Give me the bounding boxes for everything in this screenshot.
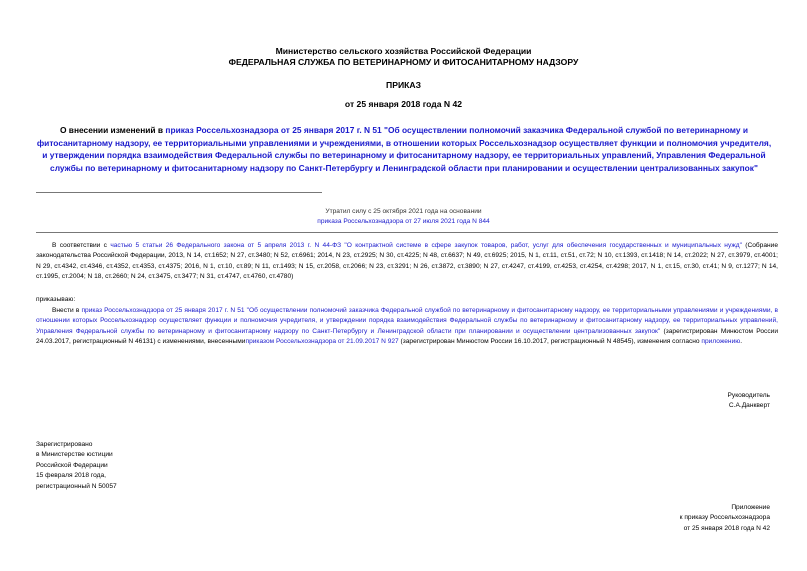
signature-role: Руководитель: [727, 392, 770, 399]
service-name: ФЕДЕРАЛЬНАЯ СЛУЖБА ПО ВЕТЕРИНАРНОМУ И ФИТОСАНИТАРНОМУ НАДЗОРУ: [228, 57, 579, 67]
appendix-link[interactable]: приложению: [701, 338, 741, 346]
status-line: Утратил силу с 25 октября 2021 года на основании: [325, 208, 482, 215]
law-link[interactable]: частью 5 статьи 26 Федерального закона от 5 апреля 2013 г. N 44-ФЗ "О контрактной системе в сфере закупок товаров, работ, услуг для обеспечения государственных и муниципальных нужд": [110, 242, 742, 249]
preamble-paragraph: [36, 241, 778, 283]
doc-date: от 25 января 2018 года N 42: [344, 99, 463, 109]
title-prefix: О внесении изменений в: [59, 125, 166, 135]
body-text-changes: (зарегистрирован Минюстом России 16.10.2017, регистрационный N 48545), изменения согласно: [398, 338, 702, 346]
amended-order-link[interactable]: приказ Россельхознадзора от 25 января 2017 г. N 51 "Об осуществлении полномочий заказчика Федеральной службой по ветеринарному и фитосанитарному надзору, ее территориальными управлениями и учреждениями, в отношении которых Россельхознадзор осуществляет функции и полномочия учредителя, и утверждении порядка взаимодействия Федеральной службы по ветеринарному и фитосанитарному надзору, ее территориальных управлений, Управления Федеральной службы по ветеринарному и фитосанитарному надзору по Санкт-Петербургу и Ленинградской области при планировании и осуществлении централизованных закупок": [36, 307, 779, 335]
body-paragraph: [36, 306, 778, 348]
registration-line: в Министерстве юстиции: [36, 451, 113, 459]
divider: [36, 192, 322, 193]
preamble-text: В соответствии с: [52, 242, 111, 249]
title-order-link[interactable]: приказ Россельхознадзора от 25 января 2017 г. N 51 "Об осуществлении полномочий заказчика Федеральной службой по ветеринарному и фитосанитарному надзору, ее территориальными управлениями и учреждениями, в отношении которых Россельхознадзор осуществляет функции и полномочия учредителя, и утверждении порядка взаимодействия Федеральной службы по ветеринарному и фитосанитарному надзору, ее территориальных управлений, Управления Федеральной службы по ветеринарному и фитосанитарному надзору по Санкт-Петербургу и Ленинградской области при планировании и осуществлении централизованных закупок": [36, 125, 772, 173]
ministry-name: Министерство сельского хозяйства Российской Федерации: [275, 46, 532, 56]
status-repeal-link[interactable]: приказа Россельхознадзора от 27 июля 2021 года N 844: [317, 218, 490, 225]
body-text: Внести в: [52, 307, 82, 314]
registration-block: [36, 440, 296, 492]
registration-line: 15 февраля 2018 года,: [36, 472, 106, 480]
appendix-line: Приложение: [731, 504, 770, 511]
registration-line: регистрационный N 50057: [36, 482, 117, 490]
signature-name: С.А.Данкверт: [728, 402, 770, 410]
doc-title: [34, 124, 774, 174]
body-text-registration: (зарегистрирован Минюстом России 24.03.2017, регистрационный N 46131) с изменениями, внесенными: [36, 327, 779, 346]
appendix-line: от 25 января 2018 года N 42: [683, 524, 770, 532]
appendix-line: к приказу Россельхознадзора: [679, 514, 770, 522]
preamble-citations: (Собрание законодательства Российской Федерации, 2013, N 14, ст.1652; N 27, ст.3480; N 52, ст.6961; 2014, N 23, ст.2925; N 30, ст.4225; N 48, ст.6637; N 49, ст.6925; 2015, N 1, ст.11, ст.51, ст.72; N 10, ст.1393, ст.1418; N 14, ст.2022; N 27, ст.3979, ст.4001; N 29, ст.4342, ст.4346, ст.4352, ст.4353, ст.4375; 2016, N 1, ст.10, ст.89; N 11, ст.1493; N 15, ст.2058, ст.2066; N 23, ст.3291; N 26, ст.3872, ст.3890; N 27, ст.4247, ст.4199, ст.4253, ст.4254, ст.4298; 2017, N 1, ст.15, ст.30, ст.41; N 9, ст.1277; N 14, ст.1995, ст.2004; N 18, ст.2660; N 24, ст.3475, ст.3477; N 31, ст.4747, ст.4760, ст.4780): [36, 242, 778, 281]
body-text-end: .: [740, 338, 743, 346]
doc-type: ПРИКАЗ: [386, 80, 421, 90]
registration-line: Российской Федерации: [36, 461, 108, 469]
order-927-link[interactable]: приказом Россельхознадзора от 21.09.2017 N 927: [245, 338, 399, 346]
divider-full: [36, 232, 778, 233]
signature-block: [728, 391, 770, 412]
appendix-block: [680, 503, 770, 534]
registration-line: Зарегистрировано: [36, 441, 93, 448]
order-word: приказываю:: [36, 296, 76, 303]
